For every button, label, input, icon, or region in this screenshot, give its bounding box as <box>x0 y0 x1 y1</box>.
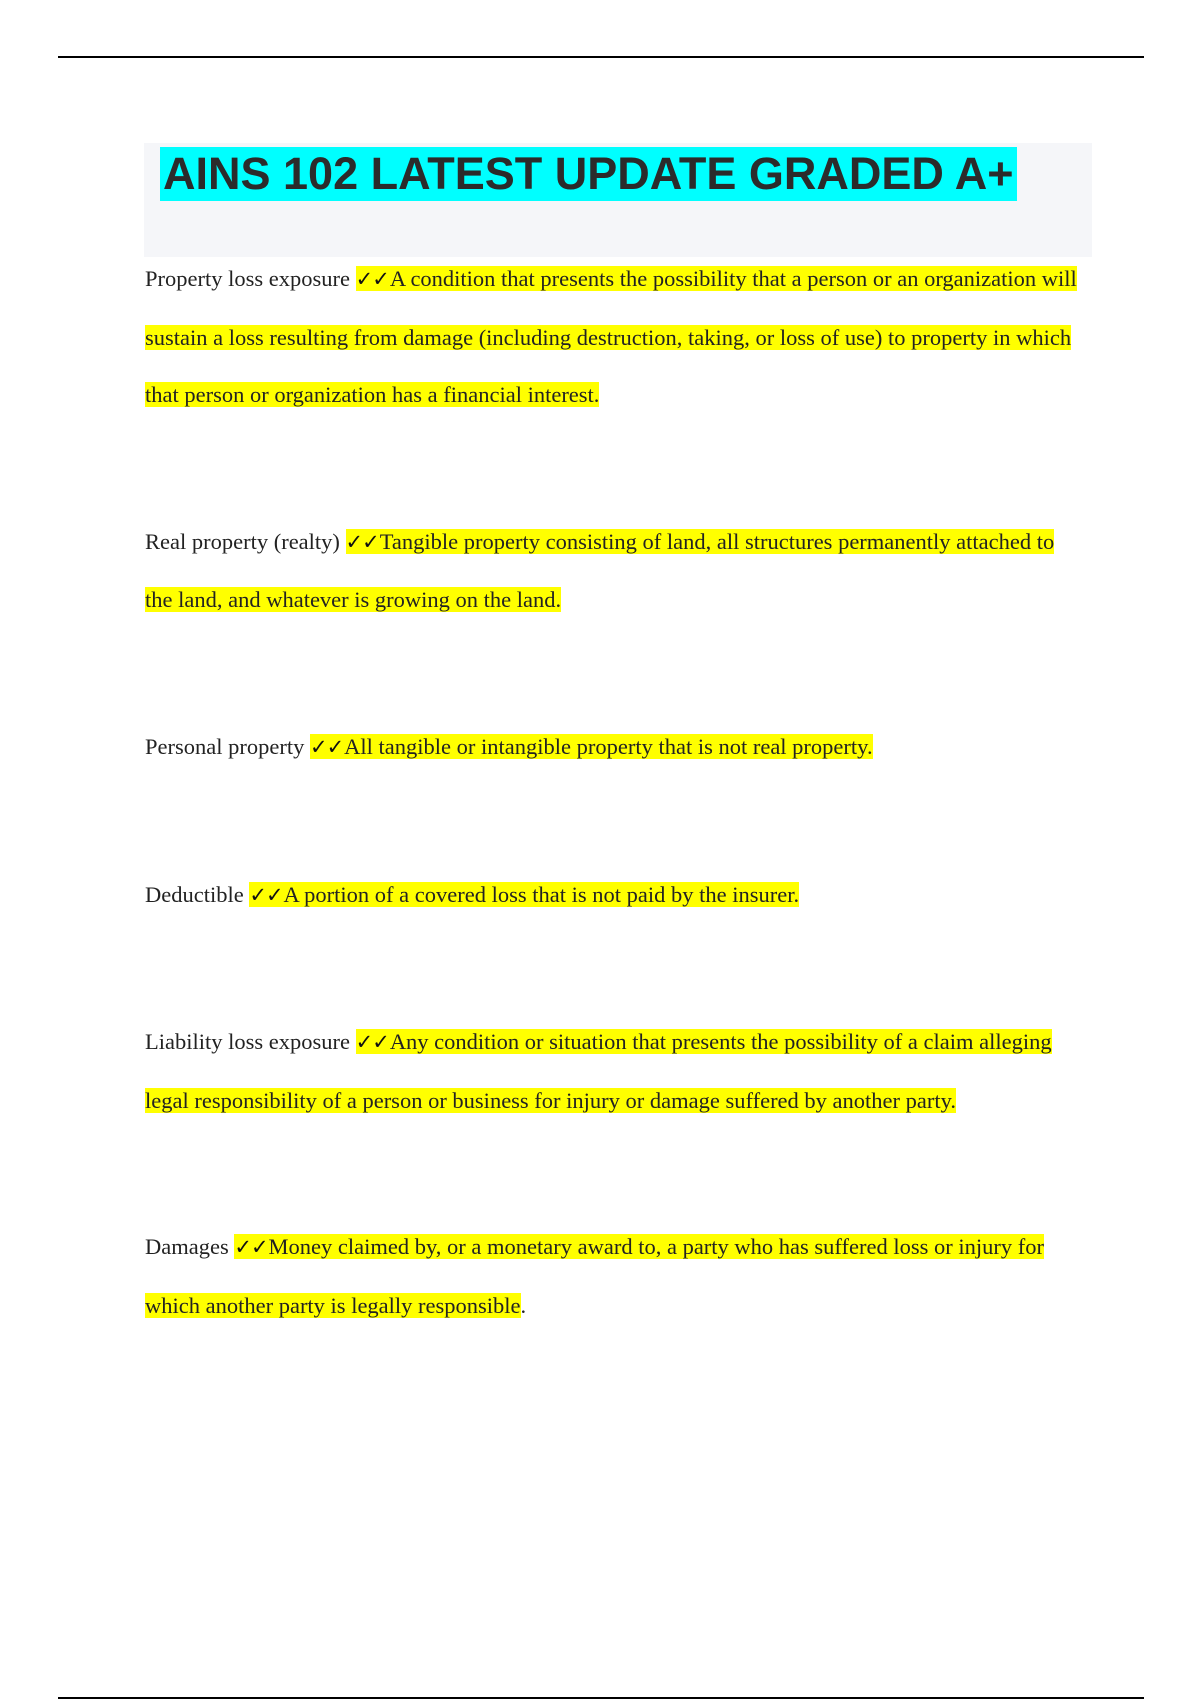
term-entry <box>145 250 1085 424</box>
term-definition <box>310 734 873 759</box>
double-check-icon: ✓✓ <box>345 529 379 554</box>
term-name: Personal property <box>145 733 305 759</box>
term-name: Damages <box>145 1234 229 1260</box>
bottom-rule <box>58 1697 1144 1699</box>
definition-text: Tangible property consisting of land, all structures permanently attached to the land, and whatever is growing on the land. <box>145 528 1055 613</box>
document-title: AINS 102 LATEST UPDATE GRADED A+ <box>160 147 1017 201</box>
term-definition <box>249 882 799 907</box>
top-rule <box>58 56 1144 58</box>
term-definition <box>145 1234 1044 1318</box>
double-check-icon: ✓✓ <box>309 734 344 759</box>
definition-text: Money claimed by, or a monetary award to, a party who has suffered loss or injury for which another party is legally responsible <box>145 1234 1044 1318</box>
definition-text: All tangible or intangible property that is not real property. <box>344 733 873 759</box>
term-list <box>145 250 1085 1335</box>
definition-text: A condition that presents the possibility that a person or an organization will sustain a loss resulting from damage (including destruction, taking, or loss of use) to property in which that person or organization has a financial interest. <box>145 266 1077 408</box>
title-block <box>144 143 1092 257</box>
term-entry <box>145 1218 1085 1334</box>
term-entry <box>145 513 1085 629</box>
definition-text: Any condition or situation that presents the possibility of a claim alleging legal responsibility of a person or business for injury or damage suffered by another party. <box>145 1029 1052 1113</box>
trailing-punctuation: . <box>520 1292 527 1318</box>
term-name: Real property (realty) <box>145 528 340 554</box>
term-name: Property loss exposure <box>145 266 350 291</box>
double-check-icon: ✓✓ <box>249 882 283 907</box>
term-entry <box>145 866 1085 925</box>
term-entry <box>145 1013 1085 1129</box>
double-check-icon: ✓✓ <box>355 1030 389 1055</box>
definition-text: A portion of a covered loss that is not paid by the insurer. <box>283 881 800 907</box>
double-check-icon: ✓✓ <box>355 267 389 291</box>
double-check-icon: ✓✓ <box>234 1235 268 1260</box>
term-name: Deductible <box>145 881 244 907</box>
term-entry <box>145 718 1085 777</box>
term-name: Liability loss exposure <box>145 1029 350 1055</box>
